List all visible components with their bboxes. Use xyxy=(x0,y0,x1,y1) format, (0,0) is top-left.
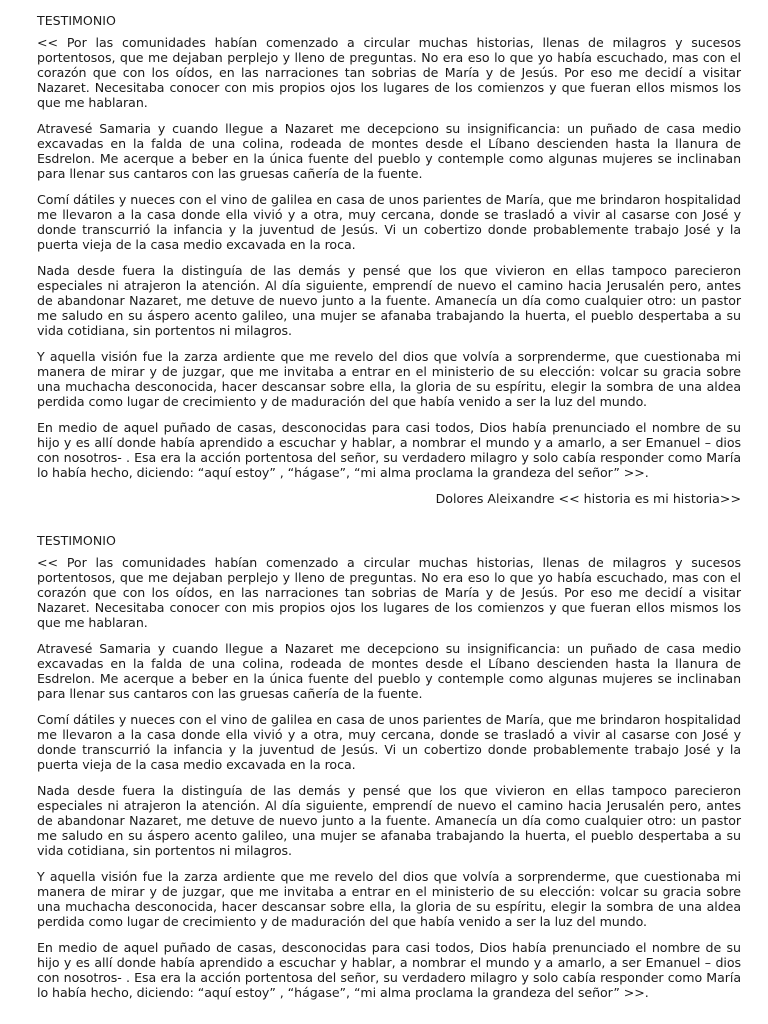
document-title: TESTIMONIO xyxy=(37,533,116,548)
paragraph: En medio de aquel puñado de casas, desconocidas para casi todos, Dios había prenunciado el nombre de su hijo y es allí donde había aprendido a escuchar y hablar, a nombrar el mundo y a amarlo, a ser Emanuel – dios con nosotros- . Esa era la acción portentosa del señor, su verdadero milagro y solo cabía responder como María lo había hecho, diciendo: “aquí estoy” , “hágase”, “mi alma proclama la grandeza del señor” >>. xyxy=(37,420,741,480)
document-title: TESTIMONIO xyxy=(37,13,116,28)
paragraph: Y aquella visión fue la zarza ardiente que me revelo del dios que volvía a sorprenderme, que cuestionaba mi manera de mirar y de juzgar, que me invitaba a entrar en el ministerio de su elección: volcar su gracia sobre una muchacha desconocida, hacer descansar sobre ella, la gloria de su espíritu, elegir la sombra de una aldea perdida como lugar de crecimiento y de maduración del que había venido a ser la luz del mundo. xyxy=(37,869,741,929)
document-page xyxy=(37,13,741,1011)
paragraph: Comí dátiles y nueces con el vino de galilea en casa de unos parientes de María, que me brindaron hospitalidad me llevaron a la casa donde ella vivió y a otra, muy cercana, donde se trasladó a vivir al casarse con José y donde transcurrió la infancia y la juventud de Jesús. Vi un cobertizo donde probablemente trabajo José y la puerta vieja de la casa medio excavada en la roca. xyxy=(37,712,741,772)
paragraph: << Por las comunidades habían comenzado a circular muchas historias, llenas de milagros y sucesos portentosos, que me dejaban perplejo y lleno de preguntas. No era eso lo que yo había escuchado, mas con el corazón que con los oídos, en las narraciones tan sobrias de María y de Jesús. Por eso me decidí a visitar Nazaret. Necesitaba conocer con mis propios ojos los lugares de los comienzos y que fueran ellos mismos los que me hablaran. xyxy=(37,35,741,110)
paragraph: En medio de aquel puñado de casas, desconocidas para casi todos, Dios había prenunciado el nombre de su hijo y es allí donde había aprendido a escuchar y hablar, a nombrar el mundo y a amarlo, a ser Emanuel – dios con nosotros- . Esa era la acción portentosa del señor, su verdadero milagro y solo cabía responder como María lo había hecho, diciendo: “aquí estoy” , “hágase”, “mi alma proclama la grandeza del señor” >>. xyxy=(37,940,741,1000)
paragraph: Comí dátiles y nueces con el vino de galilea en casa de unos parientes de María, que me brindaron hospitalidad me llevaron a la casa donde ella vivió y a otra, muy cercana, donde se trasladó a vivir al casarse con José y donde transcurrió la infancia y la juventud de Jesús. Vi un cobertizo donde probablemente trabajo José y la puerta vieja de la casa medio excavada en la roca. xyxy=(37,192,741,252)
paragraph: Nada desde fuera la distinguía de las demás y pensé que los que vivieron en ellas tampoco parecieron especiales ni atrajeron la atención. Al día siguiente, emprendí de nuevo el camino hacia Jerusalén pero, antes de abandonar Nazaret, me detuve de nuevo junto a la fuente. Amanecía un día como cualquier otro: un pastor me saludo en su áspero acento galileo, una mujer se afanaba trabajando la huerta, el pueblo despertaba a su vida cotidiana, sin portentos ni milagros. xyxy=(37,783,741,858)
paragraph: Nada desde fuera la distinguía de las demás y pensé que los que vivieron en ellas tampoco parecieron especiales ni atrajeron la atención. Al día siguiente, emprendí de nuevo el camino hacia Jerusalén pero, antes de abandonar Nazaret, me detuve de nuevo junto a la fuente. Amanecía un día como cualquier otro: un pastor me saludo en su áspero acento galileo, una mujer se afanaba trabajando la huerta, el pueblo despertaba a su vida cotidiana, sin portentos ni milagros. xyxy=(37,263,741,338)
testimony-block xyxy=(37,13,741,506)
paragraph: Y aquella visión fue la zarza ardiente que me revelo del dios que volvía a sorprenderme, que cuestionaba mi manera de mirar y de juzgar, que me invitaba a entrar en el ministerio de su elección: volcar su gracia sobre una muchacha desconocida, hacer descansar sobre ella, la gloria de su espíritu, elegir la sombra de una aldea perdida como lugar de crecimiento y de maduración del que había venido a ser la luz del mundo. xyxy=(37,349,741,409)
signature: Dolores Aleixandre << historia es mi historia>> xyxy=(435,491,741,506)
testimony-block-repeat xyxy=(37,533,741,1000)
paragraph: Atravesé Samaria y cuando llegue a Nazaret me decepciono su insignificancia: un puñado de casa medio excavadas en la falda de una colina, rodeada de montes desde el Líbano descienden hasta la llanura de Esdrelon. Me acerque a beber en la única fuente del pueblo y contemple como algunas mujeres se inclinaban para llenar sus cantaros con las gruesas cañería de la fuente. xyxy=(37,121,741,181)
paragraph: << Por las comunidades habían comenzado a circular muchas historias, llenas de milagros y sucesos portentosos, que me dejaban perplejo y lleno de preguntas. No era eso lo que yo había escuchado, mas con el corazón que con los oídos, en las narraciones tan sobrias de María y de Jesús. Por eso me decidí a visitar Nazaret. Necesitaba conocer con mis propios ojos los lugares de los comienzos y que fueran ellos mismos los que me hablaran. xyxy=(37,555,741,630)
paragraph: Atravesé Samaria y cuando llegue a Nazaret me decepciono su insignificancia: un puñado de casa medio excavadas en la falda de una colina, rodeada de montes desde el Líbano descienden hasta la llanura de Esdrelon. Me acerque a beber en la única fuente del pueblo y contemple como algunas mujeres se inclinaban para llenar sus cantaros con las gruesas cañería de la fuente. xyxy=(37,641,741,701)
